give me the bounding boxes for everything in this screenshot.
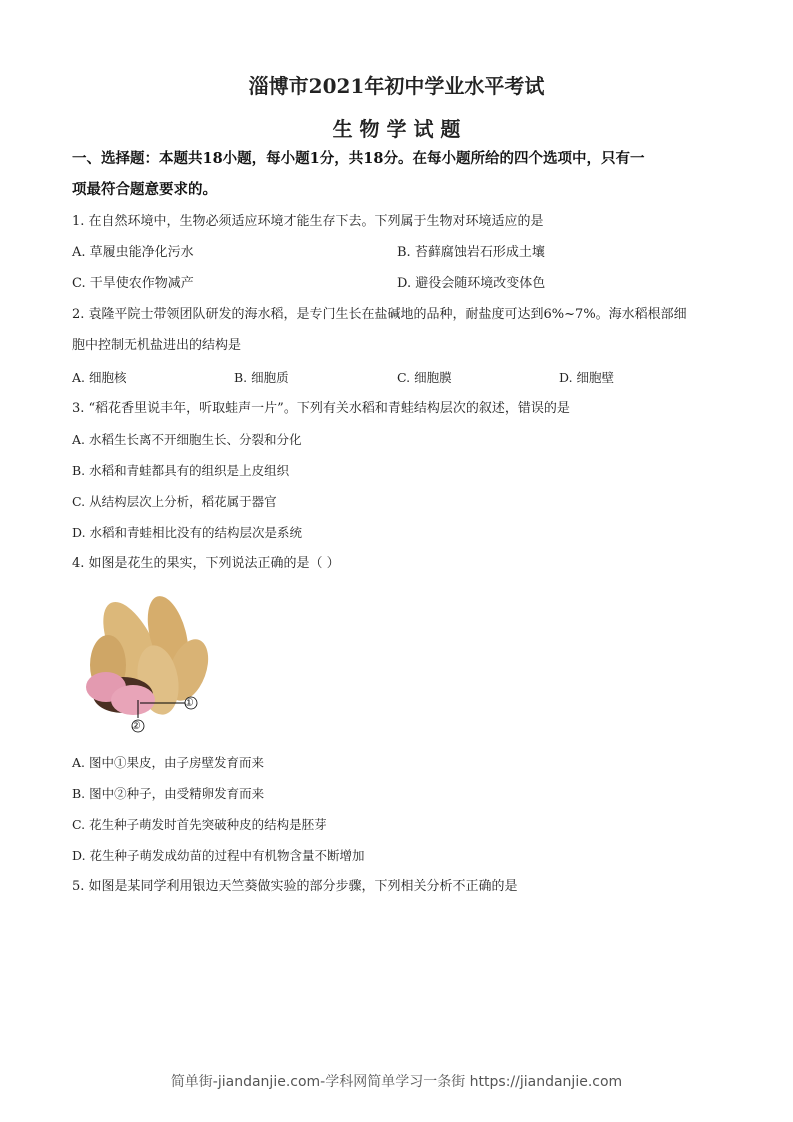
question-5-stem: 5. 如图是某同学利用银边天竺葵做实验的部分步骤，下列相关分析不正确的是: [72, 879, 518, 894]
q1-option-c: C. 干旱使农作物减产: [72, 276, 194, 291]
footer-watermark: 简单街-jiandanjie.com-学科网简单学习一条街 https://jiandanjie.com: [170, 1074, 623, 1090]
q4-option-a: A. 图中①果皮，由子房壁发育而来: [72, 755, 264, 770]
subject-title: 生 物 学 试 题: [332, 117, 461, 141]
peanut-figure: [78, 590, 228, 738]
q1-option-b: B. 苔藓腐蚀岩石形成土壤: [397, 245, 545, 260]
label-2: ②: [131, 719, 141, 732]
question-1-stem: 1. 在自然环境中，生物必须适应环境才能生存下去。下列属于生物对环境适应的是: [72, 214, 544, 229]
q3-option-d: D. 水稻和青蛙相比没有的结构层次是系统: [72, 525, 303, 540]
q2-option-b: B. 细胞质: [234, 370, 289, 385]
question-3-stem: 3. “稻花香里说丰年，听取蛙声一片”。下列有关水稻和青蛙结构层次的叙述，错误的是: [72, 401, 570, 416]
label-1: ①: [184, 696, 194, 709]
q4-option-d: D. 花生种子萌发成幼苗的过程中有机物含量不断增加: [72, 848, 365, 863]
peanut-image: [78, 590, 228, 738]
question-4-stem: 4. 如图是花生的果实，下列说法正确的是（ ）: [72, 556, 340, 571]
q2-option-a: A. 细胞核: [72, 370, 127, 385]
question-2-stem: 2. 袁隆平院士带领团队研发的海水稻，是专门生长在盐碱地的品种，耐盐度可达到6%~7%。海水稻根部细: [72, 307, 687, 322]
section-heading: 一、选择题：本题共18小题，每小题1分，共18分。在每小题所给的四个选项中，只有一: [72, 150, 645, 167]
q3-option-c: C. 从结构层次上分析，稻花属于器官: [72, 494, 277, 509]
q3-option-b: B. 水稻和青蛙都具有的组织是上皮组织: [72, 463, 290, 478]
section-heading-cont: 项最符合题意要求的。: [72, 181, 217, 198]
q2-option-c: C. 细胞膜: [397, 370, 452, 385]
q1-option-d: D. 避役会随环境改变体色: [397, 276, 546, 291]
q4-option-c: C. 花生种子萌发时首先突破种皮的结构是胚芽: [72, 817, 327, 832]
q4-option-b: B. 图中②种子，由受精卵发育而来: [72, 786, 265, 801]
q1-option-a: A. 草履虫能净化污水: [72, 245, 194, 260]
q2-option-d: D. 细胞壁: [559, 370, 615, 385]
exam-title: 淄博市2021年初中学业水平考试: [248, 74, 545, 98]
q3-option-a: A. 水稻生长离不开细胞生长、分裂和分化: [72, 432, 302, 447]
question-2-stem-cont: 胞中控制无机盐进出的结构是: [72, 338, 242, 353]
